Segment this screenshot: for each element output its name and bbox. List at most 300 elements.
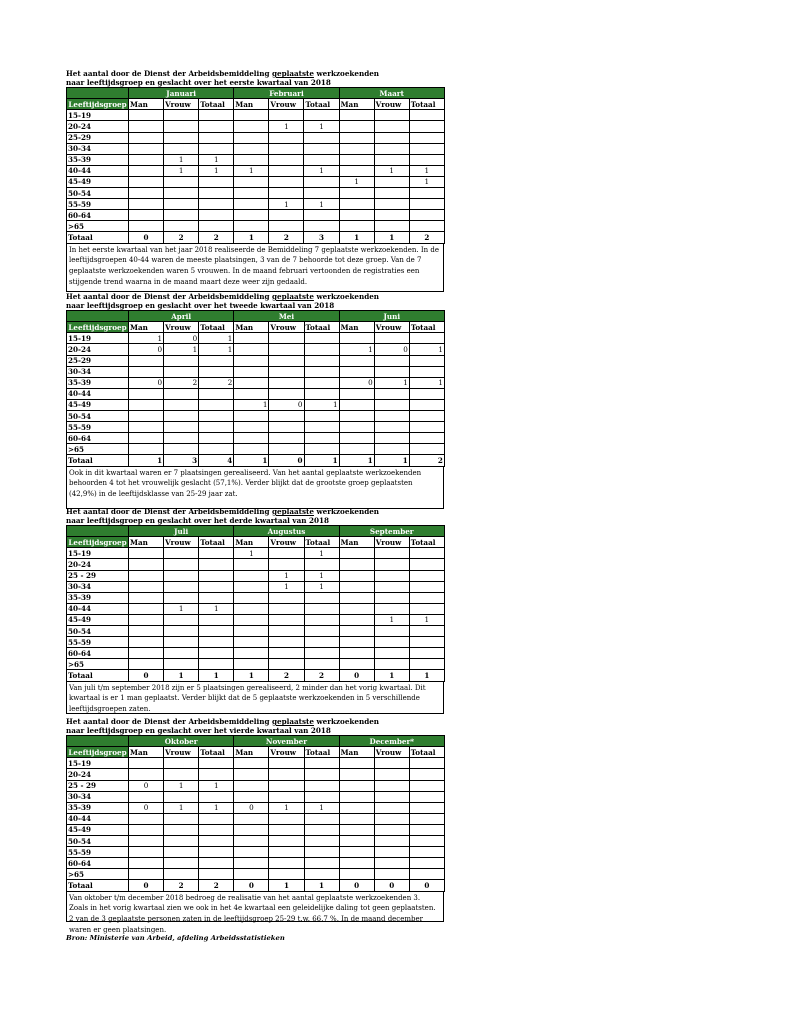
- table-cell: [304, 648, 339, 659]
- table-cell: [339, 847, 374, 858]
- table-cell: [304, 847, 339, 858]
- table-cell: [164, 221, 199, 232]
- table-cell: 2: [164, 232, 199, 243]
- table-cell: [129, 659, 164, 670]
- gender-header: Man: [129, 322, 164, 333]
- gender-header: Vrouw: [374, 747, 409, 758]
- table-cell: 1: [339, 455, 374, 466]
- table-row: [67, 444, 445, 455]
- table-cell: [269, 637, 304, 648]
- table-cell: 1: [234, 670, 269, 681]
- table-cell: [234, 813, 269, 824]
- age-group-label: 15-19: [67, 333, 129, 344]
- table-cell: [129, 592, 164, 603]
- table-cell: [339, 659, 374, 670]
- table-cell: 0: [269, 455, 304, 466]
- quarter-table: [66, 735, 445, 891]
- table-cell: 1: [164, 802, 199, 813]
- age-group-label: Totaal: [67, 670, 129, 681]
- table-cell: [409, 388, 444, 399]
- table-cell: [269, 824, 304, 835]
- table-cell: [409, 110, 444, 121]
- table-cell: [269, 433, 304, 444]
- table-caption: Het aantal door de Dienst der Arbeidsbemiddeling geplaatste werkzoekenden naar leeftijdsgroep en geslacht over het eerste kwartaal van 2018: [66, 69, 380, 87]
- table-cell: [129, 221, 164, 232]
- table-row: [67, 780, 445, 791]
- gender-header: Vrouw: [164, 747, 199, 758]
- age-group-header: Leeftijdsgroep: [68, 537, 127, 547]
- table-cell: 0: [164, 333, 199, 344]
- age-group-label: 30-34: [67, 791, 129, 802]
- table-cell: [374, 333, 409, 344]
- table-cell: [374, 758, 409, 769]
- table-cell: 1: [269, 802, 304, 813]
- gender-header: Man: [339, 747, 374, 758]
- table-cell: [304, 659, 339, 670]
- table-cell: [129, 165, 164, 176]
- age-group-label: 40-44: [67, 813, 129, 824]
- table-cell: [339, 758, 374, 769]
- table-row: [67, 143, 445, 154]
- table-cell: [234, 422, 269, 433]
- table-cell: [374, 570, 409, 581]
- table-row: [67, 581, 445, 592]
- table-cell: [129, 570, 164, 581]
- table-cell: 1: [164, 603, 199, 614]
- table-cell: [199, 422, 234, 433]
- gender-header: Vrouw: [269, 747, 304, 758]
- table-cell: [339, 626, 374, 637]
- table-cell: [164, 836, 199, 847]
- table-cell: [304, 176, 339, 187]
- table-cell: 1: [199, 802, 234, 813]
- table-cell: [374, 110, 409, 121]
- table-cell: 1: [129, 455, 164, 466]
- table-cell: [304, 366, 339, 377]
- table-cell: [234, 769, 269, 780]
- table-cell: [129, 758, 164, 769]
- age-group-label: Totaal: [67, 880, 129, 891]
- gender-header: Man: [234, 322, 269, 333]
- age-group-label: 30-34: [67, 366, 129, 377]
- table-cell: [234, 780, 269, 791]
- table-cell: [199, 210, 234, 221]
- table-cell: [339, 548, 374, 559]
- table-cell: [234, 444, 269, 455]
- table-cell: [409, 399, 444, 410]
- table-cell: 1: [234, 399, 269, 410]
- table-cell: [374, 199, 409, 210]
- age-group-header: Leeftijdsgroep: [68, 322, 127, 332]
- table-cell: [304, 377, 339, 388]
- table-cell: [409, 154, 444, 165]
- table-cell: [339, 110, 374, 121]
- table-cell: [164, 444, 199, 455]
- table-cell: [199, 769, 234, 780]
- table-cell: 0: [269, 399, 304, 410]
- table-cell: [234, 824, 269, 835]
- table-cell: [129, 637, 164, 648]
- table-cell: [199, 791, 234, 802]
- table-cell: [234, 603, 269, 614]
- table-cell: 1: [199, 154, 234, 165]
- table-cell: [409, 366, 444, 377]
- table-cell: [234, 433, 269, 444]
- table-cell: [374, 559, 409, 570]
- table-cell: [164, 847, 199, 858]
- table-cell: [164, 176, 199, 187]
- table-row: [67, 791, 445, 802]
- table-cell: [234, 366, 269, 377]
- table-cell: [374, 581, 409, 592]
- table-cell: [234, 132, 269, 143]
- table-cell: [409, 559, 444, 570]
- table-cell: [304, 333, 339, 344]
- table-cell: [409, 355, 444, 366]
- table-cell: [269, 444, 304, 455]
- month-header: November: [234, 736, 339, 747]
- table-cell: [199, 433, 234, 444]
- table-row: [67, 813, 445, 824]
- table-cell: [129, 581, 164, 592]
- table-row: [67, 154, 445, 165]
- age-group-label: 25 - 29: [67, 570, 129, 581]
- table-cell: [164, 659, 199, 670]
- table-cell: [339, 603, 374, 614]
- age-group-label: 15-19: [67, 548, 129, 559]
- table-cell: [374, 637, 409, 648]
- table-cell: 3: [304, 232, 339, 243]
- gender-header: Totaal: [409, 747, 444, 758]
- table-cell: [409, 869, 444, 880]
- table-cell: [199, 399, 234, 410]
- table-cell: [374, 366, 409, 377]
- table-cell: [269, 592, 304, 603]
- table-cell: [304, 836, 339, 847]
- table-row: [67, 121, 445, 132]
- table-cell: [234, 869, 269, 880]
- table-cell: [339, 802, 374, 813]
- table-cell: [339, 366, 374, 377]
- table-row: [67, 836, 445, 847]
- table-cell: [129, 399, 164, 410]
- table-cell: [409, 769, 444, 780]
- table-cell: [304, 614, 339, 625]
- table-cell: [374, 626, 409, 637]
- table-row: [67, 176, 445, 187]
- table-cell: 2: [409, 455, 444, 466]
- table-cell: [129, 110, 164, 121]
- table-cell: [164, 648, 199, 659]
- table-cell: [199, 869, 234, 880]
- table-cell: [164, 399, 199, 410]
- table-cell: 1: [234, 455, 269, 466]
- table-cell: [199, 813, 234, 824]
- table-row: [67, 366, 445, 377]
- table-cell: [129, 614, 164, 625]
- table-cell: 0: [339, 377, 374, 388]
- table-cell: [199, 188, 234, 199]
- table-cell: [339, 188, 374, 199]
- table-cell: [199, 411, 234, 422]
- table-cell: [199, 758, 234, 769]
- table-cell: [269, 548, 304, 559]
- table-cell: [199, 614, 234, 625]
- table-cell: [339, 199, 374, 210]
- gender-header: Totaal: [304, 537, 339, 548]
- table-cell: [234, 614, 269, 625]
- table-row: [67, 165, 445, 176]
- table-cell: [339, 121, 374, 132]
- table-row: [67, 659, 445, 670]
- table-cell: [304, 444, 339, 455]
- table-cell: [129, 813, 164, 824]
- table-cell: [199, 176, 234, 187]
- table-cell: [199, 858, 234, 869]
- table-cell: [409, 433, 444, 444]
- table-cell: [164, 581, 199, 592]
- table-cell: [374, 858, 409, 869]
- table-cell: 1: [269, 880, 304, 891]
- gender-header: Man: [234, 537, 269, 548]
- table-row: [67, 199, 445, 210]
- table-cell: 1: [409, 614, 444, 625]
- table-cell: [234, 176, 269, 187]
- age-group-label: 30-34: [67, 143, 129, 154]
- table-cell: [269, 210, 304, 221]
- table-cell: [164, 858, 199, 869]
- table-cell: [269, 847, 304, 858]
- age-group-label: 35-39: [67, 377, 129, 388]
- table-cell: [234, 637, 269, 648]
- table-cell: 1: [269, 570, 304, 581]
- table-cell: 0: [374, 344, 409, 355]
- source-note: Bron: Ministerie van Arbeid, afdeling Arbeidsstatistieken: [66, 934, 285, 942]
- table-cell: [164, 422, 199, 433]
- quarter-section-3: [66, 508, 444, 714]
- table-cell: [304, 388, 339, 399]
- table-row: [67, 344, 445, 355]
- table-cell: [129, 869, 164, 880]
- table-cell: [269, 422, 304, 433]
- age-group-label: 55-59: [67, 847, 129, 858]
- table-cell: [234, 199, 269, 210]
- table-cell: 1: [304, 802, 339, 813]
- table-cell: [409, 780, 444, 791]
- table-cell: [269, 769, 304, 780]
- table-cell: [409, 758, 444, 769]
- table-cell: [199, 570, 234, 581]
- table-cell: [164, 121, 199, 132]
- table-cell: 4: [199, 455, 234, 466]
- table-cell: [304, 132, 339, 143]
- table-row: [67, 758, 445, 769]
- gender-header: Totaal: [304, 99, 339, 110]
- table-row: [67, 570, 445, 581]
- table-cell: [234, 143, 269, 154]
- table-cell: [339, 570, 374, 581]
- table-cell: [269, 869, 304, 880]
- table-cell: 1: [269, 581, 304, 592]
- table-cell: [374, 121, 409, 132]
- age-group-label: 50-54: [67, 626, 129, 637]
- table-cell: [129, 648, 164, 659]
- table-cell: [374, 176, 409, 187]
- table-row: [67, 188, 445, 199]
- table-cell: [129, 132, 164, 143]
- quarter-note: In het eerste kwartaal van het jaar 2018 realiseerde de Bemiddeling 7 geplaatste werkzoekenden. In de leeftijdsgroepen 40-44 waren de meeste plaatsingen, 3 van de 7 behoorde tot deze groep. Van de 7 geplaatste werkzoekenden waren 5 vrouwen. In de maand februari vertoonden de registraties een stijgende trend waarna in de maand maart deze weer zijn gedaald.: [66, 244, 444, 292]
- table-cell: [269, 648, 304, 659]
- table-row: [67, 824, 445, 835]
- table-cell: [374, 433, 409, 444]
- gender-header: Man: [129, 99, 164, 110]
- table-cell: 2: [164, 377, 199, 388]
- table-cell: [409, 592, 444, 603]
- table-cell: [374, 824, 409, 835]
- quarter-note: Van juli t/m september 2018 zijn er 5 plaatsingen gerealiseerd, 2 minder dan het vorig kwartaal. Dit kwartaal is er 1 man geplaatst. Verder blijkt dat de 5 geplaatste werkzoekenden in 5 verschillende leeftijdsgroepen zaten.: [66, 682, 444, 714]
- table-cell: [339, 154, 374, 165]
- table-cell: [374, 780, 409, 791]
- gender-header: Vrouw: [374, 322, 409, 333]
- table-cell: [234, 110, 269, 121]
- table-row: [67, 232, 445, 243]
- age-group-label: 40-44: [67, 165, 129, 176]
- gender-header: Man: [339, 537, 374, 548]
- table-cell: [339, 444, 374, 455]
- age-group-label: 40-44: [67, 388, 129, 399]
- table-cell: [374, 802, 409, 813]
- table-cell: [269, 659, 304, 670]
- table-caption: Het aantal door de Dienst der Arbeidsbemiddeling geplaatste werkzoekenden naar leeftijdsgroep en geslacht over het derde kwartaal van 2018: [66, 507, 380, 525]
- table-cell: [304, 221, 339, 232]
- table-cell: 1: [234, 232, 269, 243]
- table-cell: [164, 758, 199, 769]
- table-cell: [164, 592, 199, 603]
- table-cell: [409, 813, 444, 824]
- month-header: Januari: [129, 88, 234, 99]
- table-cell: [304, 780, 339, 791]
- table-cell: [304, 626, 339, 637]
- table-cell: [129, 355, 164, 366]
- table-cell: [339, 581, 374, 592]
- table-cell: 1: [374, 670, 409, 681]
- gender-header: Vrouw: [164, 537, 199, 548]
- table-cell: [304, 791, 339, 802]
- table-cell: [409, 132, 444, 143]
- table-cell: 1: [304, 121, 339, 132]
- table-cell: [409, 422, 444, 433]
- table-cell: [374, 869, 409, 880]
- table-cell: 1: [129, 333, 164, 344]
- age-group-label: 45-49: [67, 824, 129, 835]
- table-cell: 1: [304, 399, 339, 410]
- age-group-label: 55-59: [67, 199, 129, 210]
- age-group-label: 40-44: [67, 603, 129, 614]
- quarter-note: Van oktober t/m december 2018 bedroeg de realisatie van het aantal geplaatste werkzoekenden 3. Zoals in het vorig kwartaal zien we ook in het 4e kwartaal een geleidelijke daling tot geen geplaatsten. 2 van de 3 geplaatste personen zaten in de leeftijdsgroep 25-29 t.w. 66,7 %. In de maand december waren er geen plaatsingen.: [66, 892, 444, 922]
- table-cell: 2: [164, 880, 199, 891]
- table-cell: 1: [409, 670, 444, 681]
- month-header: Augustus: [234, 526, 339, 537]
- table-cell: 1: [409, 344, 444, 355]
- table-cell: [269, 344, 304, 355]
- gender-header: Totaal: [199, 747, 234, 758]
- table-cell: [304, 769, 339, 780]
- table-cell: [374, 132, 409, 143]
- age-group-label: 20-24: [67, 559, 129, 570]
- table-cell: [339, 132, 374, 143]
- gender-header: Vrouw: [374, 537, 409, 548]
- table-cell: [374, 659, 409, 670]
- age-group-label: 25-29: [67, 355, 129, 366]
- table-cell: [234, 648, 269, 659]
- table-cell: [409, 548, 444, 559]
- table-cell: [409, 199, 444, 210]
- table-cell: [234, 570, 269, 581]
- table-cell: [304, 355, 339, 366]
- table-cell: 1: [164, 670, 199, 681]
- table-cell: 0: [129, 880, 164, 891]
- table-cell: [234, 377, 269, 388]
- gender-header: Totaal: [304, 747, 339, 758]
- age-group-label: 35-39: [67, 154, 129, 165]
- table-cell: [199, 559, 234, 570]
- table-row: [67, 802, 445, 813]
- table-cell: [199, 592, 234, 603]
- table-cell: 1: [164, 780, 199, 791]
- table-row: [67, 388, 445, 399]
- table-cell: 1: [199, 333, 234, 344]
- table-row: [67, 670, 445, 681]
- table-cell: [199, 824, 234, 835]
- age-group-label: 60-64: [67, 858, 129, 869]
- table-cell: [129, 824, 164, 835]
- table-cell: [269, 791, 304, 802]
- table-cell: 1: [164, 344, 199, 355]
- table-cell: [164, 626, 199, 637]
- month-header: Oktober: [129, 736, 234, 747]
- table-cell: [339, 858, 374, 869]
- table-cell: [374, 399, 409, 410]
- quarter-section-2: [66, 293, 444, 509]
- table-cell: [164, 791, 199, 802]
- table-cell: [304, 110, 339, 121]
- table-cell: [234, 154, 269, 165]
- table-cell: 2: [409, 232, 444, 243]
- table-cell: 2: [269, 232, 304, 243]
- table-cell: [409, 121, 444, 132]
- table-cell: [374, 210, 409, 221]
- table-cell: [339, 433, 374, 444]
- table-cell: [199, 836, 234, 847]
- gender-header: Vrouw: [269, 99, 304, 110]
- table-cell: [199, 626, 234, 637]
- table-cell: [269, 221, 304, 232]
- age-group-label: >65: [67, 869, 129, 880]
- table-cell: 1: [409, 165, 444, 176]
- gender-header: Totaal: [409, 99, 444, 110]
- age-group-label: 50-54: [67, 411, 129, 422]
- table-cell: [409, 637, 444, 648]
- table-cell: [304, 411, 339, 422]
- table-row: [67, 333, 445, 344]
- table-cell: [164, 188, 199, 199]
- quarter-table: [66, 525, 445, 681]
- table-row: [67, 399, 445, 410]
- corner-cell: [67, 526, 129, 537]
- age-group-label: >65: [67, 444, 129, 455]
- table-cell: 0: [339, 880, 374, 891]
- table-cell: [374, 154, 409, 165]
